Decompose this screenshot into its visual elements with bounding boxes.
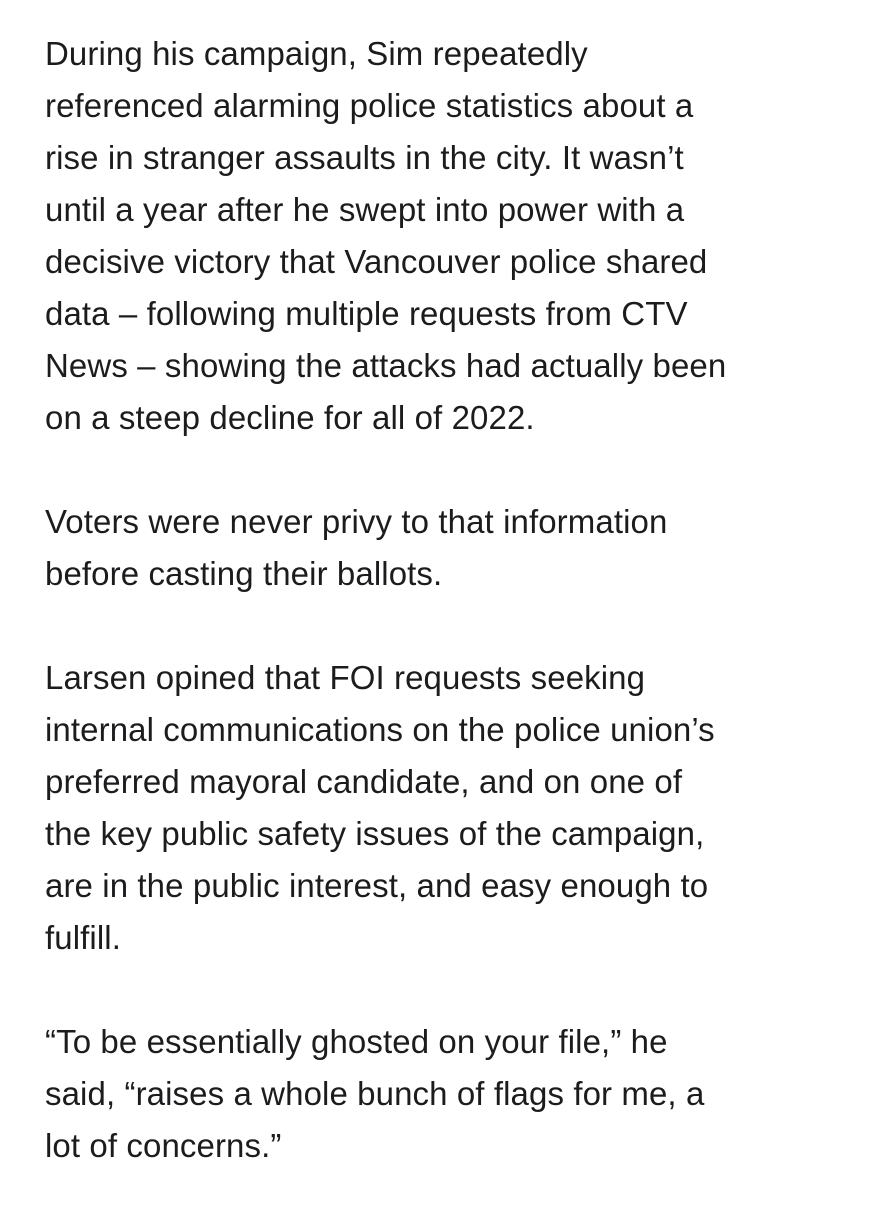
paragraph-voters (45, 496, 880, 600)
text-line: are in the public interest, and easy enough to (45, 867, 709, 904)
text-line: Voters were never privy to that information (45, 503, 668, 540)
text-line: said, “raises a whole bunch of flags for me, a (45, 1075, 705, 1112)
text-line: until a year after he swept into power with a (45, 191, 685, 228)
text-line: rise in stranger assaults in the city. It wasn’t (45, 139, 684, 176)
paragraph-larsen (45, 652, 880, 964)
text-line: before casting their ballots. (45, 555, 443, 592)
text-line: fulfill. (45, 919, 121, 956)
text-line: Larsen opined that FOI requests seeking (45, 659, 646, 696)
text-line: preferred mayoral candidate, and on one of (45, 763, 683, 800)
text-line: During his campaign, Sim repeatedly (45, 35, 588, 72)
article-body (45, 28, 880, 1224)
text-line: News – showing the attacks had actually been (45, 347, 727, 384)
paragraph-quote (45, 1016, 880, 1172)
text-line: internal communications on the police union’s (45, 711, 715, 748)
text-line: data – following multiple requests from CTV (45, 295, 688, 332)
paragraph-campaign (45, 28, 880, 444)
text-line: referenced alarming police statistics about a (45, 87, 694, 124)
text-line: “To be essentially ghosted on your file,” he (45, 1023, 668, 1060)
text-line: decisive victory that Vancouver police shared (45, 243, 708, 280)
text-line: on a steep decline for all of 2022. (45, 399, 535, 436)
text-line: lot of concerns.” (45, 1127, 282, 1164)
text-line: the key public safety issues of the campaign, (45, 815, 705, 852)
